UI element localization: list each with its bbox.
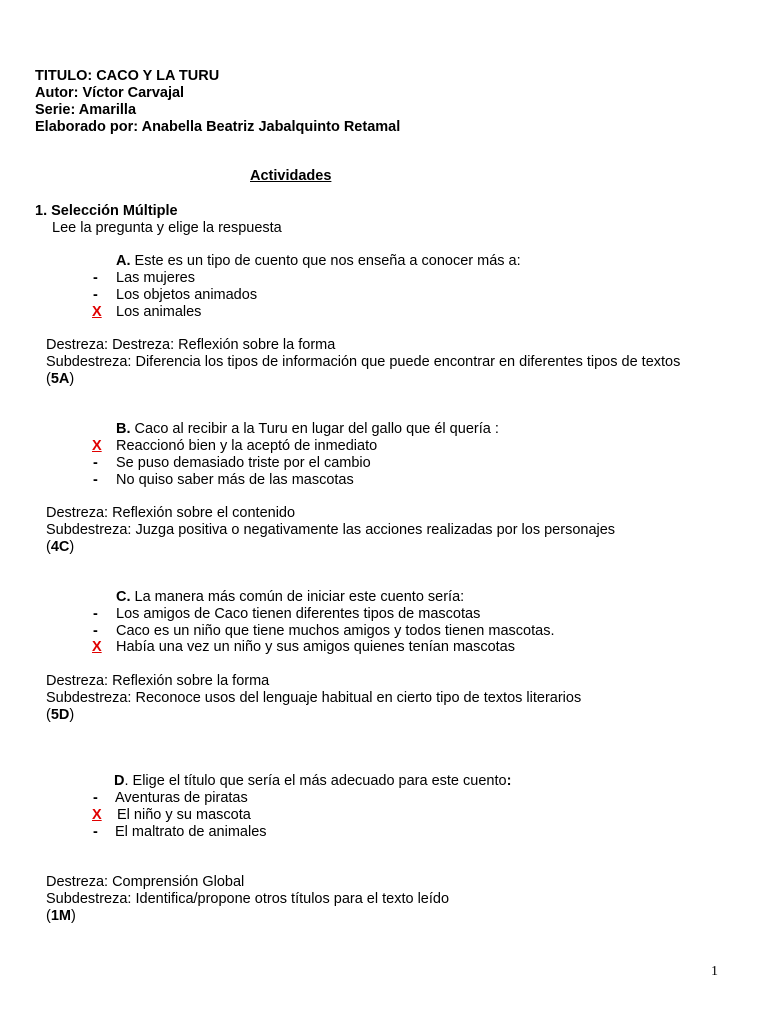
option-text: Se puso demasiado triste por el cambio — [116, 455, 371, 471]
option-text: Los amigos de Caco tienen diferentes tipos de mascotas — [116, 606, 481, 622]
option-marker: - — [93, 455, 98, 471]
option-marker: - — [93, 472, 98, 488]
option-text: Los animales — [116, 304, 202, 320]
question-text: . Elige el título que sería el más adecuado para este cuento — [124, 773, 507, 789]
question-prompt — [116, 421, 499, 438]
document-title: TITULO: CACO Y LA TURU — [35, 68, 220, 84]
option-text: Caco es un niño que tiene muchos amigos y todos tienen mascotas. — [116, 623, 555, 639]
subskill-label: Subdestreza: Identifica/propone otros títulos para el texto leído — [46, 891, 450, 907]
option-text: Había una vez un niño y sus amigos quienes tenían mascotas — [116, 639, 515, 655]
skill-code: (4C) — [46, 539, 75, 555]
question-prompt: D. Elige el título que sería el más adecuado para este cuento: — [114, 773, 512, 789]
question-prompt — [116, 253, 521, 270]
subskill-label: Subdestreza: Juzga positiva o negativamente las acciones realizadas por los personajes — [46, 522, 616, 538]
option-text: Los objetos animados — [116, 287, 258, 303]
skill-label: Destreza: Destreza: Reflexión sobre la forma — [46, 337, 336, 353]
skill-code: (5D) — [46, 707, 75, 723]
correct-answer-mark: X — [92, 304, 102, 320]
document-author: Autor: Víctor Carvajal — [35, 85, 185, 101]
skill-code: (1M) — [46, 908, 76, 924]
question-text: La manera más común de iniciar este cuento sería: — [130, 589, 465, 605]
activities-heading: Actividades — [250, 168, 332, 184]
option-text: El maltrato de animales — [115, 824, 267, 840]
skill-code: (5A) — [46, 371, 75, 387]
correct-answer-mark: X — [92, 639, 102, 655]
correct-answer-mark: X — [92, 438, 102, 454]
question-letter: C. — [116, 589, 131, 605]
option-marker: - — [93, 606, 98, 622]
question-text: Este es un tipo de cuento que nos enseña a conocer más a: — [130, 253, 521, 269]
skill-label: Destreza: Reflexión sobre el contenido — [46, 505, 296, 521]
document-prepared-by: Elaborado por: Anabella Beatriz Jabalquinto Retamal — [35, 119, 401, 135]
option-text: El niño y su mascota — [117, 807, 251, 823]
question-letter: B. — [116, 421, 131, 437]
skill-label: Destreza: Reflexión sobre la forma — [46, 673, 270, 689]
subskill-label: Subdestreza: Reconoce usos del lenguaje habitual en cierto tipo de textos literarios — [46, 690, 582, 706]
question-letter: D — [114, 773, 125, 789]
option-marker: - — [93, 270, 98, 286]
option-marker: - — [93, 824, 98, 840]
subskill-label: Subdestreza: Diferencia los tipos de información que puede encontrar en diferentes tipos de textos — [46, 354, 681, 370]
option-marker: - — [93, 287, 98, 303]
skill-label: Destreza: Comprensión Global — [46, 874, 245, 890]
option-marker: - — [93, 790, 98, 806]
question-letter: A. — [116, 253, 131, 269]
page-number: 1 — [711, 964, 718, 979]
question-text: Caco al recibir a la Turu en lugar del gallo que él quería : — [130, 421, 499, 437]
question-prompt — [116, 589, 464, 606]
section-title: 1. Selección Múltiple — [35, 203, 178, 219]
option-text: Las mujeres — [116, 270, 195, 286]
option-text: No quiso saber más de las mascotas — [116, 472, 354, 488]
option-text: Reaccionó bien y la aceptó de inmediato — [116, 438, 378, 454]
option-marker: - — [93, 623, 98, 639]
section-instruction: Lee la pregunta y elige la respuesta — [52, 220, 282, 236]
option-text: Aventuras de piratas — [115, 790, 248, 806]
document-series: Serie: Amarilla — [35, 102, 137, 118]
correct-answer-mark: X — [92, 807, 102, 823]
